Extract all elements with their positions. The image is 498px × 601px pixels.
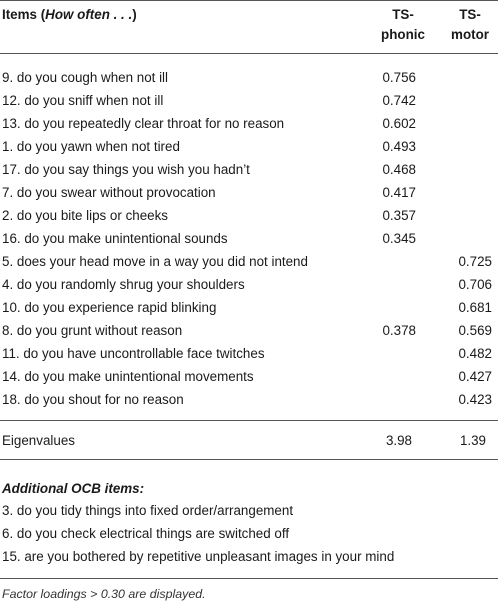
- item-text: 12. do you sniff when not ill: [2, 93, 164, 108]
- table-row: [0, 158, 498, 181]
- item-text: 11. do you have uncontrollable face twitches: [2, 346, 265, 361]
- additional-item-text: 6. do you check electrical things are switched off: [2, 526, 290, 541]
- ts-phonic-loading: [356, 388, 436, 411]
- ts-phonic-loading: 0.345: [382, 231, 416, 246]
- item-text: 8. do you grunt without reason: [2, 323, 183, 338]
- item-text: 18. do you shout for no reason: [2, 392, 184, 407]
- additional-item-text: 3. do you tidy things into fixed order/arrangement: [2, 503, 294, 518]
- eigenvalue-motor: 1.39: [436, 421, 498, 460]
- ts-motor-loading: [436, 227, 498, 250]
- ts-phonic-loading: 0.756: [382, 70, 416, 85]
- table-row: [0, 319, 498, 342]
- eigenvalues-row: [0, 421, 498, 460]
- item-text: 2. do you bite lips or cheeks: [2, 208, 168, 223]
- ts-phonic-column-header: [356, 1, 436, 54]
- eigenvalue-phonic: 3.98: [356, 421, 436, 460]
- additional-item-row: [0, 522, 498, 545]
- item-text: 1. do you yawn when not tired: [2, 139, 180, 154]
- ts-phonic-loading: [356, 296, 436, 319]
- ts-motor-loading: [436, 204, 498, 227]
- additional-items-title: Additional OCB items:: [2, 481, 145, 496]
- items-column-header: [0, 1, 356, 54]
- table-row: [0, 250, 498, 273]
- table-row: [0, 204, 498, 227]
- ts-motor-loading: 0.569: [458, 323, 492, 338]
- item-text: 4. do you randomly shrug your shoulders: [2, 277, 245, 292]
- ts-phonic-loading: 0.417: [382, 185, 416, 200]
- ts-motor-loading: [436, 89, 498, 112]
- table-row: [0, 181, 498, 204]
- additional-items-title-row: [0, 460, 498, 500]
- eigenvalues-label: Eigenvalues: [0, 421, 356, 460]
- item-text: 14. do you make unintentional movements: [2, 369, 254, 384]
- eigen-section: [0, 411, 498, 460]
- table-row: [0, 135, 498, 158]
- item-text: 16. do you make unintentional sounds: [2, 231, 228, 246]
- item-text: 10. do you experience rapid blinking: [2, 300, 217, 315]
- item-text: 17. do you say things you wish you hadn’t: [2, 162, 250, 177]
- ts-motor-loading: 0.681: [458, 300, 492, 315]
- table-header-row: [0, 1, 498, 54]
- ts-phonic-loading: [356, 250, 436, 273]
- ts-motor-loading: [436, 112, 498, 135]
- items-header-label: Items (: [2, 7, 46, 22]
- ts-phonic-loading: 0.468: [382, 162, 416, 177]
- ts-phonic-header-line2: phonic: [381, 27, 425, 42]
- ts-motor-loading: 0.427: [458, 369, 492, 384]
- ts-motor-header-line1: TS-: [459, 7, 481, 22]
- table-row: [0, 89, 498, 112]
- item-text: 13. do you repeatedly clear throat for no reason: [2, 116, 285, 131]
- ts-motor-loading: 0.423: [458, 392, 492, 407]
- ts-phonic-loading: 0.357: [382, 208, 416, 223]
- ts-phonic-loading: [356, 273, 436, 296]
- ts-motor-loading: 0.482: [458, 346, 492, 361]
- ts-motor-loading: [436, 181, 498, 204]
- ts-phonic-header-line1: TS-: [392, 7, 414, 22]
- item-text: 9. do you cough when not ill: [2, 70, 169, 85]
- ts-motor-loading: [436, 66, 498, 89]
- table-row: [0, 365, 498, 388]
- ts-motor-loading: 0.706: [458, 277, 492, 292]
- ts-phonic-loading: 0.378: [382, 323, 416, 338]
- additional-item-row: [0, 545, 498, 568]
- table-row: [0, 388, 498, 411]
- table-row: [0, 112, 498, 135]
- items-header-italic: How often . . .: [45, 7, 133, 22]
- table-row: [0, 273, 498, 296]
- additional-item-text: 15. are you bothered by repetitive unpleasant images in your mind: [2, 549, 395, 564]
- table-row: [0, 296, 498, 319]
- ts-phonic-loading: [356, 342, 436, 365]
- ts-motor-column-header: [436, 1, 498, 54]
- item-text: 5. does your head move in a way you did not intend: [2, 254, 308, 269]
- items-header-close: ): [132, 7, 137, 22]
- item-text: 7. do you swear without provocation: [2, 185, 216, 200]
- ts-motor-loading: [436, 135, 498, 158]
- additional-items-section: [0, 460, 498, 579]
- ts-motor-loading: 0.725: [458, 254, 492, 269]
- table-body: [0, 54, 498, 412]
- ts-motor-header-line2: motor: [451, 27, 489, 42]
- table-footnote: Factor loadings > 0.30 are displayed.: [2, 587, 206, 601]
- ts-phonic-loading: [356, 365, 436, 388]
- ts-motor-loading: [436, 158, 498, 181]
- additional-item-row: [0, 499, 498, 522]
- table-row: [0, 227, 498, 250]
- ts-phonic-loading: 0.742: [382, 93, 416, 108]
- ts-phonic-loading: 0.493: [382, 139, 416, 154]
- table-row: [0, 66, 498, 89]
- ts-phonic-loading: 0.602: [382, 116, 416, 131]
- table-row: [0, 342, 498, 365]
